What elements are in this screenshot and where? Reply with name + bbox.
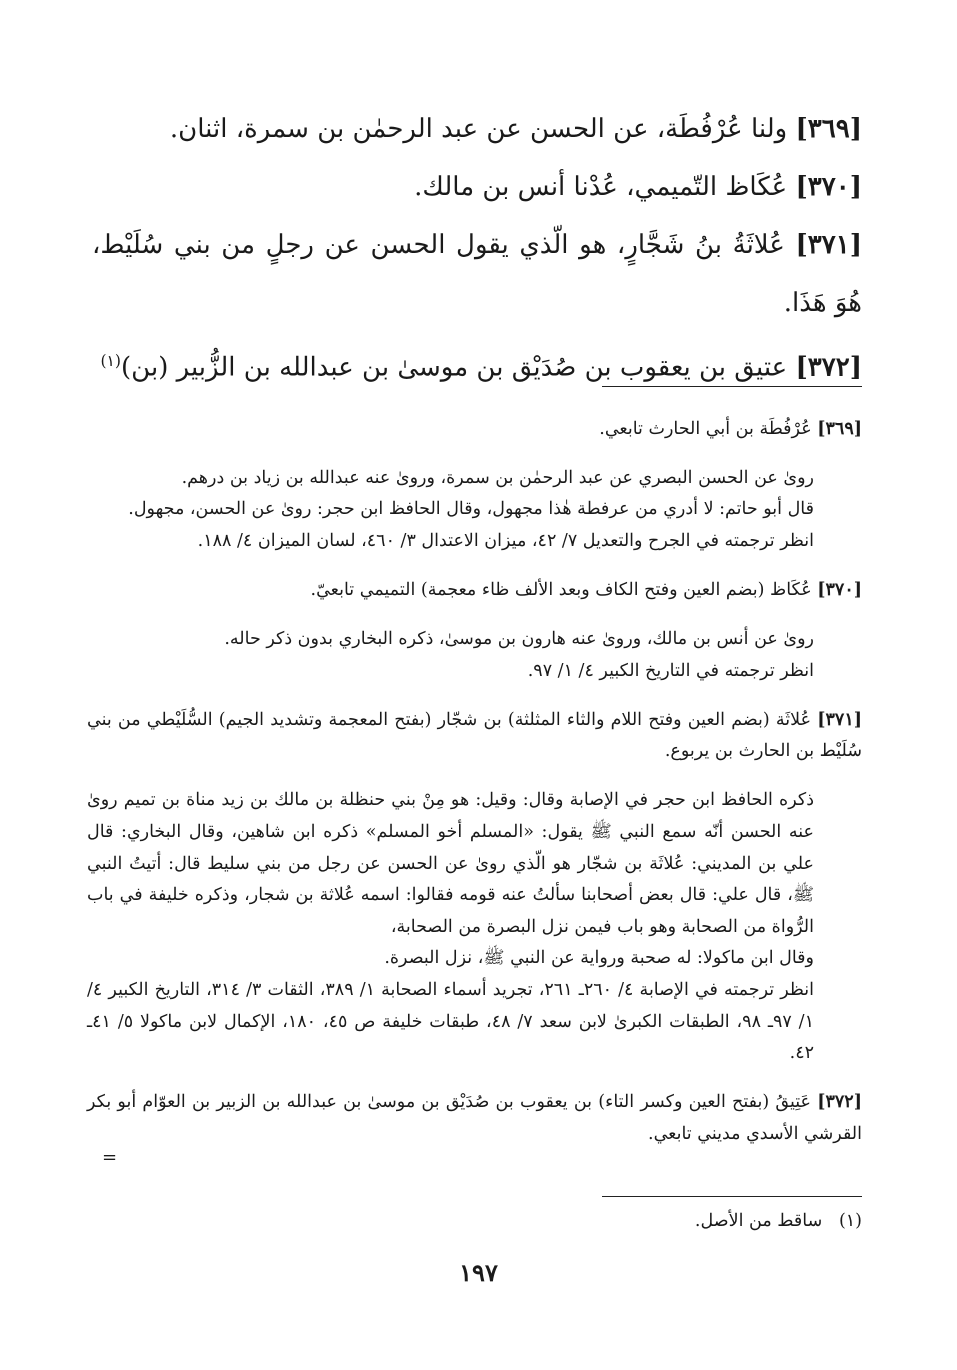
- note-heading: [87, 575, 862, 607]
- note-line: ذكره الحافظ ابن حجر في الإصابة وقال: وقيل: هو مِنْ بني حنظلة بن مالك بن زيد مناة بن تميم روىٰ عنه الحسن أنّه سمع النبي ﷺ يقول: «المسلم أخو المسلم» ذكره ابن شاهين، وقال البخاري: قال علي بن المديني: عُلاثَة بن شجّار هو الّذي روىٰ عن الحسن عن رجل من بني سليط قال: أتيتُ النبي ﷺ، قال علي: قال بعض أصحابنا سألتُ عنه قومه فقالوا: اسمه عُلاثة بن شجار، وذكره خليفة في باب الرُّواة من الصحابة وهو باب فيمن نزل البصرة من الصحابة،: [87, 790, 814, 937]
- entry-text: عتيق بن يعقوب بن صُدَيْق بن موسىٰ بن عبدالله بن الزُّبير (بن): [121, 352, 788, 383]
- note-line: رویٰ عن أنس بن مالك، وروىٰ عنه هارون بن موسىٰ، ذكره البخاري بدون ذكر حاله.: [224, 628, 814, 649]
- footnote-text: ساقط من الأصل.: [694, 1211, 823, 1231]
- entry-number: [٣٦٩]: [795, 114, 862, 144]
- note-369: [87, 414, 862, 558]
- page-number: ١٩٧: [459, 1258, 498, 1287]
- entry-text: عُكَاظ التّميمي، عُدْنا أنس بن مالك.: [414, 172, 788, 202]
- note-heading: [87, 705, 862, 768]
- entry-text: ولنا عُرْفُطَة، عن الحسن عن عبد الرحمٰن بن سمرة، اثنان.: [169, 114, 788, 144]
- footnotes: [87, 1206, 862, 1237]
- entry-text: عُلاثَةُ بنُ شَجَّارٍ، هو الّذي يقول الحسن عن رجلٍ من بني سُلَيْط، هُوَ هَذَا.: [92, 230, 862, 318]
- note-number: [٣٧٢]: [817, 1092, 862, 1113]
- note-first-line: عُكَاظ (بضم العين وفتح الكاف وبعد الألف ظاء معجمة) التميمي تابعيّ.: [310, 579, 812, 600]
- entry-number: [٣٧٢]: [795, 352, 862, 383]
- note-371: [87, 705, 862, 1070]
- note-line: انظر ترجمته في التاريخ الكبير ٤/ ١/ ٩٧.: [527, 660, 814, 681]
- note-line: رویٰ عن الحسن البصري عن عبد الرحمٰن بن سمرة، وروىٰ عنه عبدالله بن زياد بن درهم.: [181, 467, 814, 488]
- entry-number: [٣٧١]: [795, 230, 862, 260]
- commentary-notes: [87, 396, 862, 1168]
- note-number: [٣٦٩]: [817, 418, 862, 439]
- note-line: قال أبو حاتم: لا أدري من عرفطة هٰذا مجهول، وقال الحافظ ابن حجر: روىٰ عن الحسن، مجهول.: [128, 499, 814, 520]
- note-line: انظر ترجمته في الإصابة ٤/ ٢٦٠ـ ٢٦١، تجريد أسماء الصحابة ١/ ٣٨٩، الثقات ٣/ ٣١٤، التاريخ الكبير ٤/ ١/ ٩٧ـ ٩٨، الطبقات الكبرىٰ لابن سعد ٧/ ٤٨، طبقات خليفة ص ٤٥، ١٨٠، الإكمال لابن ماكولا ٥/ ٤١ـ ٤٢.: [87, 979, 814, 1064]
- note-372: [87, 1087, 862, 1150]
- continuation-mark: =: [102, 1147, 118, 1168]
- note-first-line: عُرْفُطَة بن أبي الحارث تابعي.: [599, 418, 812, 439]
- note-heading: [87, 1087, 862, 1150]
- entry-number: [٣٧٠]: [795, 172, 862, 202]
- main-entry-369: [92, 100, 862, 158]
- footnote-number: (١): [838, 1211, 862, 1231]
- note-370: [87, 575, 862, 687]
- footnote-ref: (١): [100, 352, 122, 370]
- note-first-line: عَتِيقُ (بفتح العين وكسر التاء) بن يعقوب بن صُدَيْق بن موسىٰ بن عبدالله بن الزبير بن العوّام أبو بكر القرشي الأسدي مديني تابعي.: [87, 1092, 862, 1144]
- main-text: [92, 100, 862, 397]
- note-line: انظر ترجمته في الجرح والتعديل ٧/ ٤٢، ميزان الاعتدال ٣/ ٤٦٠، لسان الميزان ٤/ ١٨٨.: [197, 530, 814, 551]
- main-entry-370: [92, 158, 862, 216]
- note-number: [٣٧٠]: [817, 579, 862, 600]
- footnote-divider: [602, 1196, 862, 1197]
- note-heading: [87, 414, 862, 446]
- footnote-1: [87, 1206, 862, 1237]
- main-entry-371: [92, 216, 862, 332]
- notes-divider: [602, 386, 862, 387]
- note-line: وقال ابن ماكولا: له صحبة ورواية عن النبي ﷺ، نزل البصرة.: [384, 948, 814, 969]
- note-first-line: عُلاثَة (بضم العين وفتح اللام والثاء المثلثة) بن شجّار (بفتح المعجمة وتشديد الجيم) السُّلَيْطي من بني سُلَيْط بن الحارث بن يربوع.: [87, 709, 862, 762]
- note-number: [٣٧١]: [817, 709, 862, 730]
